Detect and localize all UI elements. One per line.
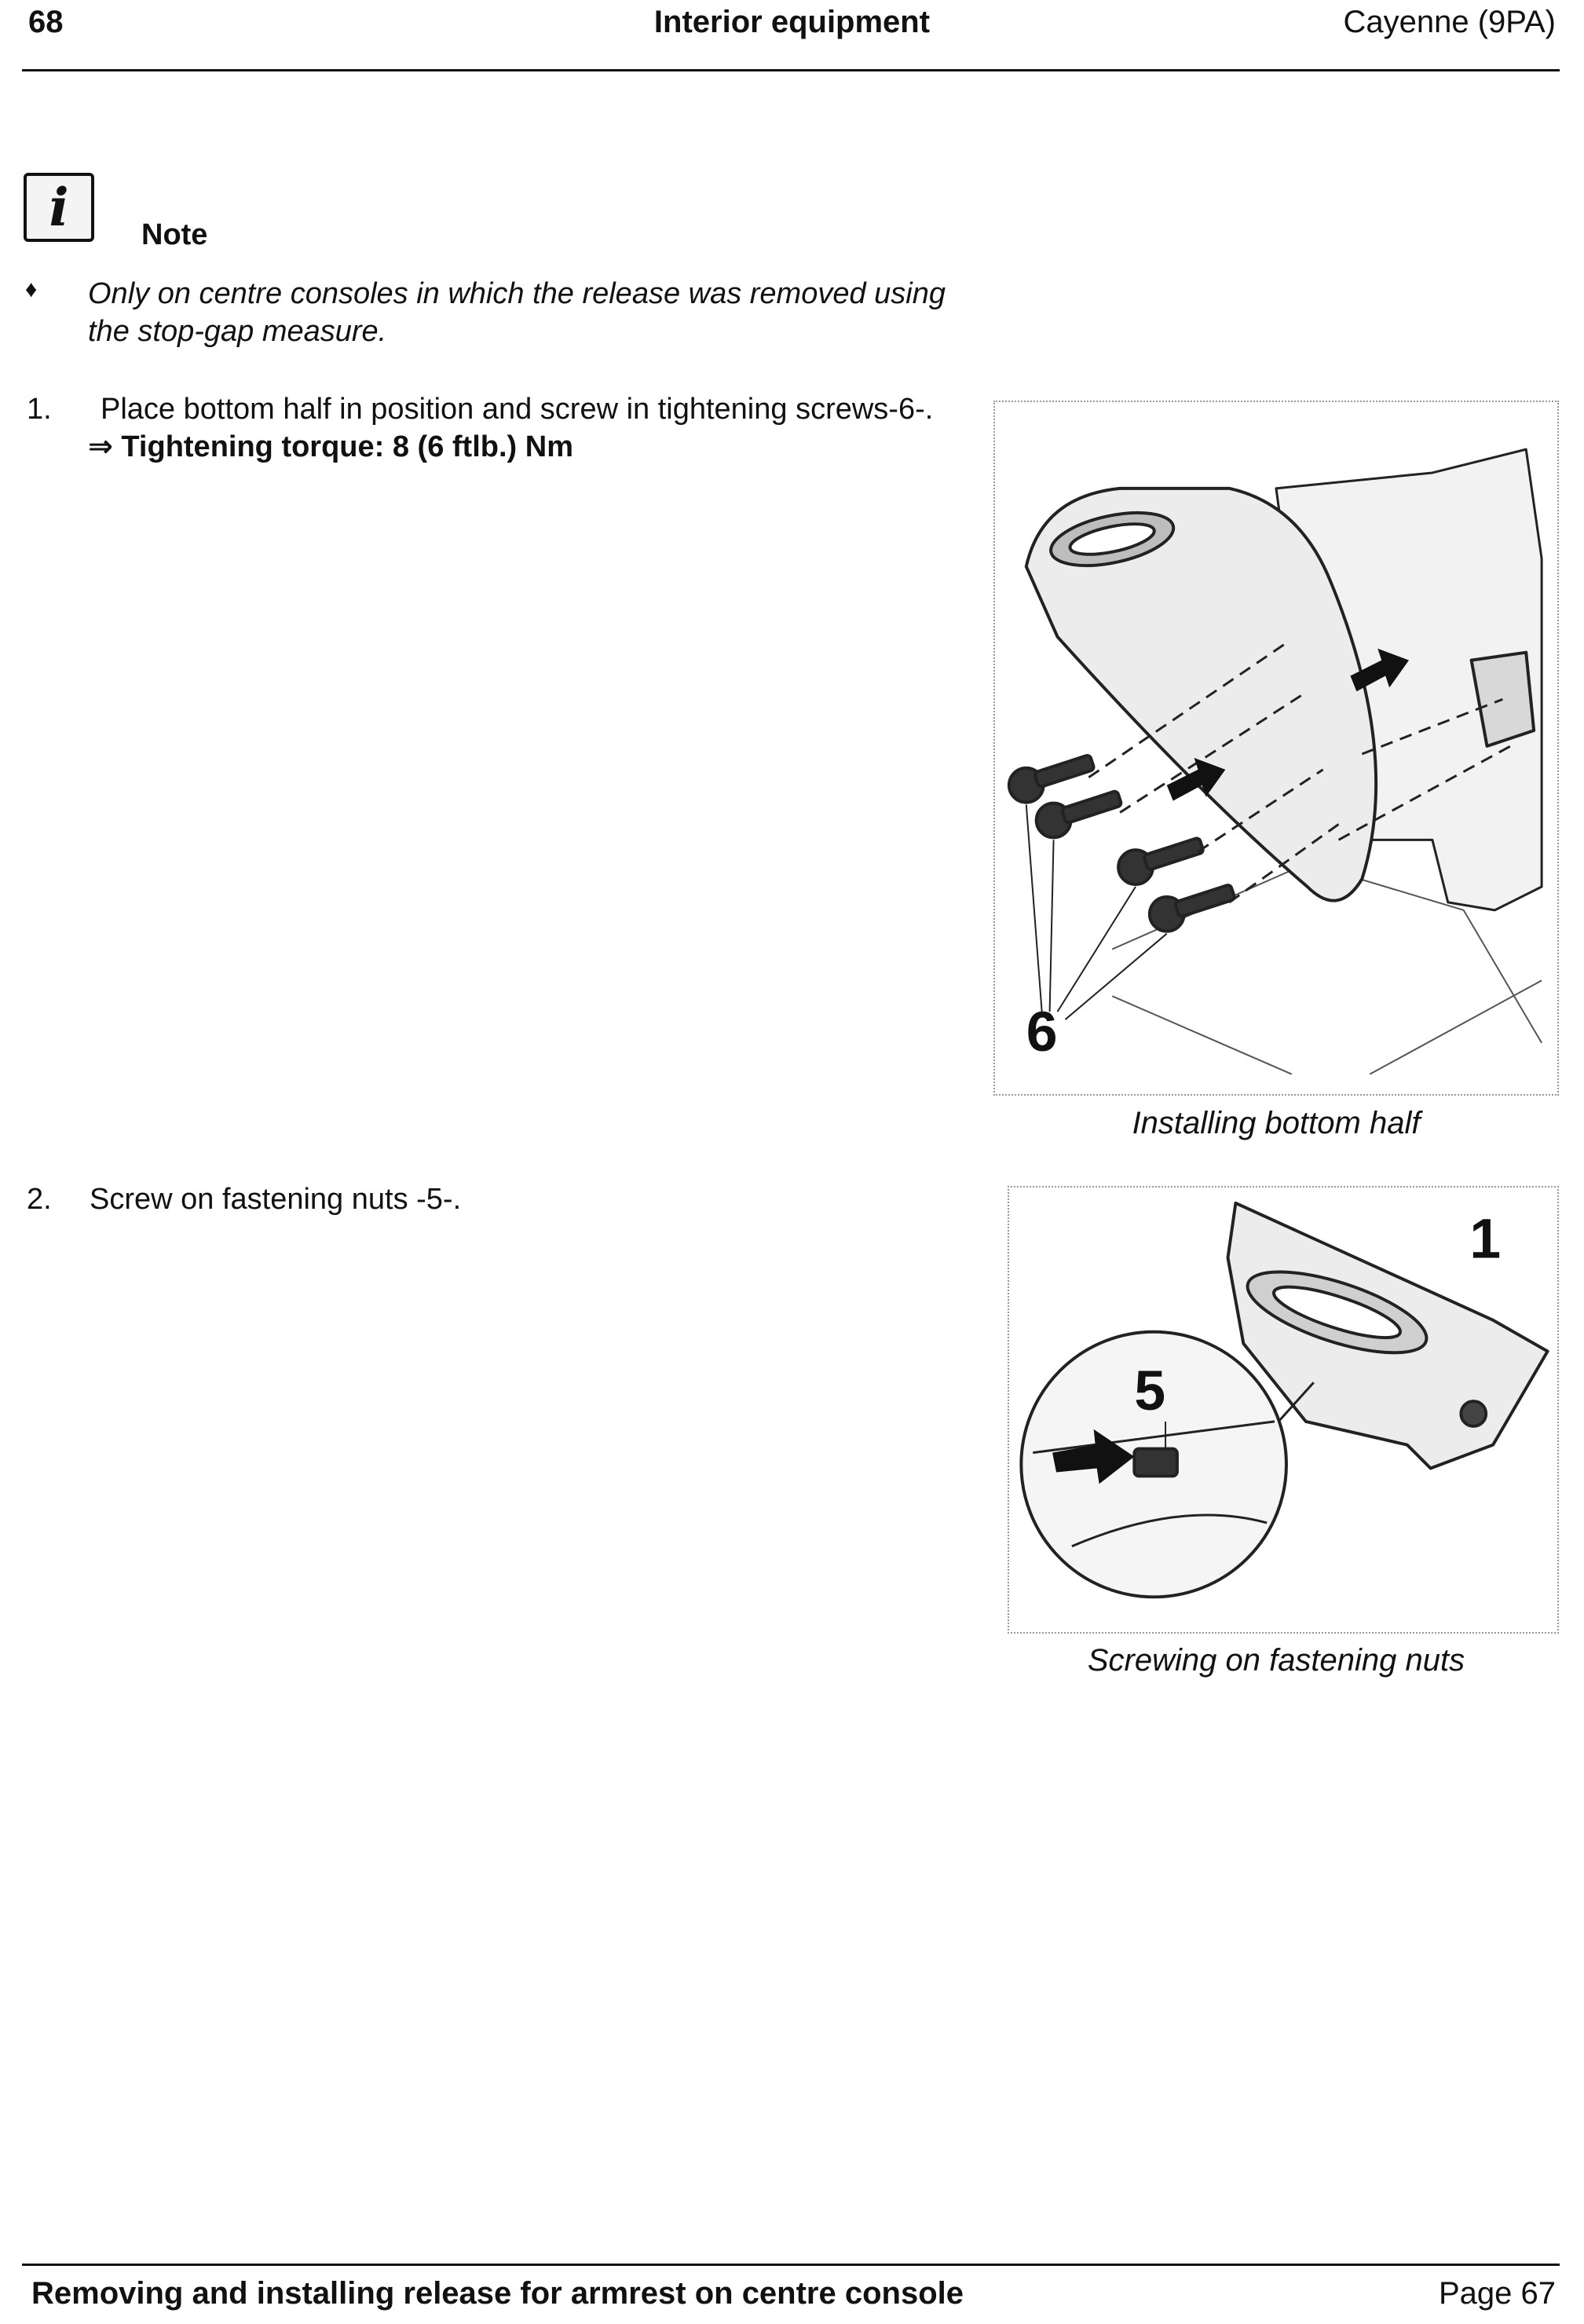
figure-installing-bottom-half bbox=[993, 401, 1559, 1096]
step-2-number: 2. bbox=[27, 1183, 52, 1216]
step-1-number: 1. bbox=[27, 393, 52, 426]
figure-1-illustration bbox=[995, 402, 1557, 1094]
model-label: Cayenne (9PA) bbox=[1343, 5, 1556, 39]
callout-5: 5 bbox=[1134, 1360, 1166, 1422]
page-number: 68 bbox=[28, 5, 64, 39]
fastening-nut bbox=[1134, 1449, 1177, 1477]
footer-rule bbox=[22, 2264, 1560, 2266]
figure-2-caption: Screwing on fastening nuts bbox=[1087, 1643, 1465, 1678]
figure-2-illustration bbox=[1009, 1188, 1557, 1632]
footer-title: Removing and installing release for armrest on centre console bbox=[31, 2276, 964, 2311]
figure-screwing-on-fastening-nuts bbox=[1008, 1186, 1559, 1634]
step-2-text: Screw on fastening nuts -5-. bbox=[90, 1183, 462, 1216]
note-heading: Note bbox=[141, 218, 208, 251]
callout-6: 6 bbox=[1026, 1000, 1058, 1063]
bullet-icon: ♦ bbox=[25, 276, 38, 302]
figure-1-caption: Installing bottom half bbox=[1132, 1106, 1421, 1140]
step-1-torque: ⇒ Tightening torque: 8 (6 ftlb.) Nm bbox=[88, 430, 573, 463]
info-icon-glyph: i bbox=[49, 177, 69, 238]
info-icon bbox=[24, 173, 94, 242]
callout-1: 1 bbox=[1469, 1207, 1502, 1271]
note-text: Only on centre consoles in which the release was removed using the stop-gap measure. bbox=[88, 277, 946, 348]
section-title: Interior equipment bbox=[653, 5, 931, 39]
step-1-text: Place bottom half in position and screw in tightening screws-6-. bbox=[101, 393, 934, 426]
footer-page-label: Page 67 bbox=[1438, 2276, 1556, 2311]
nut-location bbox=[1461, 1401, 1486, 1426]
header-rule bbox=[22, 69, 1560, 71]
